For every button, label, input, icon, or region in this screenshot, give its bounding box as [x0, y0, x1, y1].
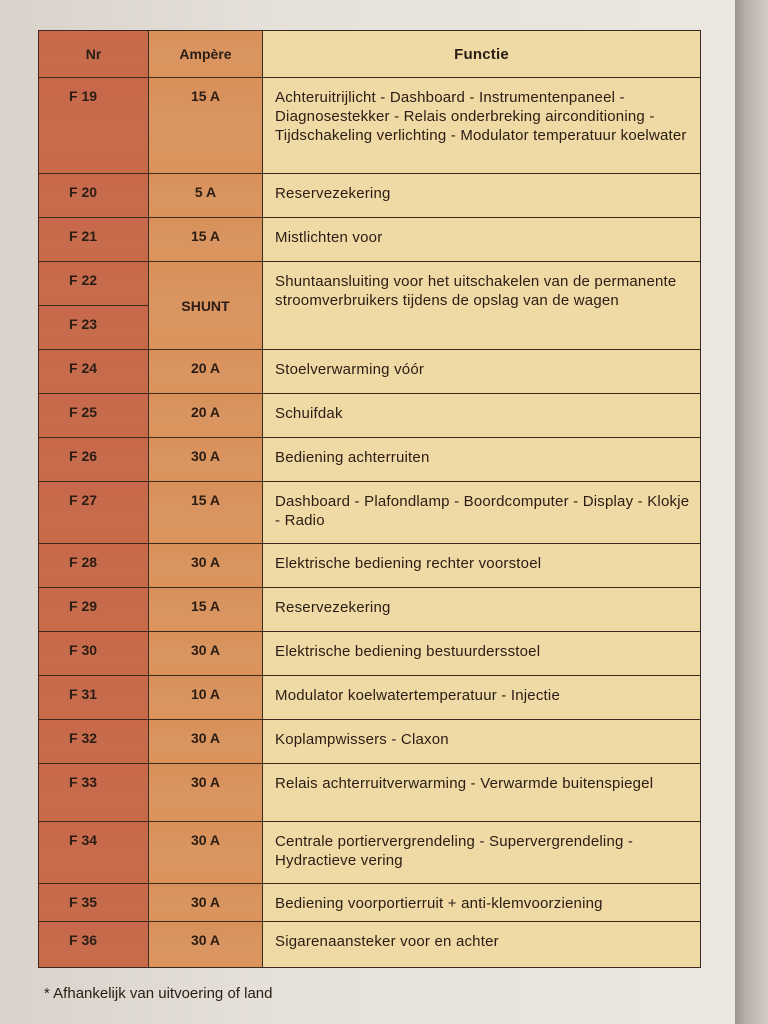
table-row	[39, 720, 701, 764]
cell-nr: F 26	[39, 438, 149, 482]
cell-ampere: 10 A	[149, 676, 263, 720]
table-row	[39, 544, 701, 588]
cell-ampere: 30 A	[149, 822, 263, 884]
cell-functie: Bediening voorportierruit + anti-klemvoorziening	[263, 884, 701, 922]
cell-nr: F 36	[39, 922, 149, 968]
cell-nr: F 24	[39, 350, 149, 394]
cell-ampere: 15 A	[149, 218, 263, 262]
cell-functie: Centrale portiervergrendeling - Supervergrendeling - Hydractieve vering	[263, 822, 701, 884]
header-ampere: Ampère	[149, 31, 263, 78]
table-row	[39, 632, 701, 676]
cell-ampere: 20 A	[149, 394, 263, 438]
cell-ampere: 15 A	[149, 482, 263, 544]
cell-functie: Bediening achterruiten	[263, 438, 701, 482]
cell-nr: F 19	[39, 78, 149, 174]
table-row	[39, 78, 701, 174]
cell-nr: F 23	[39, 306, 149, 350]
table-row	[39, 884, 701, 922]
table-row	[39, 764, 701, 822]
cell-functie: Relais achterruitverwarming - Verwarmde buitenspiegel	[263, 764, 701, 822]
footnote: * Afhankelijk van uitvoering of land	[44, 985, 273, 1002]
page-edge	[735, 0, 768, 1024]
cell-nr: F 22	[39, 262, 149, 306]
cell-functie: Modulator koelwatertemperatuur - Injectie	[263, 676, 701, 720]
cell-nr: F 33	[39, 764, 149, 822]
cell-ampere: 30 A	[149, 438, 263, 482]
cell-ampere: 30 A	[149, 922, 263, 968]
cell-functie: Koplampwissers - Claxon	[263, 720, 701, 764]
cell-ampere: 20 A	[149, 350, 263, 394]
cell-nr: F 34	[39, 822, 149, 884]
cell-nr: F 32	[39, 720, 149, 764]
header-nr: Nr	[39, 31, 149, 78]
cell-nr: F 25	[39, 394, 149, 438]
cell-functie: Schuifdak	[263, 394, 701, 438]
table-row	[39, 262, 701, 306]
cell-nr: F 30	[39, 632, 149, 676]
table-row	[39, 394, 701, 438]
table-row	[39, 174, 701, 218]
cell-ampere: 15 A	[149, 588, 263, 632]
cell-functie: Sigarenaansteker voor en achter	[263, 922, 701, 968]
header-functie: Functie	[263, 31, 701, 78]
cell-nr: F 35	[39, 884, 149, 922]
cell-ampere: 30 A	[149, 884, 263, 922]
cell-ampere: 30 A	[149, 544, 263, 588]
table-row	[39, 676, 701, 720]
cell-ampere-shunt: SHUNT	[149, 262, 263, 350]
cell-ampere: 30 A	[149, 720, 263, 764]
fuse-table	[38, 30, 701, 968]
table-row	[39, 922, 701, 968]
cell-functie: Reservezekering	[263, 174, 701, 218]
cell-functie: Reservezekering	[263, 588, 701, 632]
cell-nr: F 21	[39, 218, 149, 262]
cell-functie: Elektrische bediening rechter voorstoel	[263, 544, 701, 588]
cell-ampere: 30 A	[149, 764, 263, 822]
cell-nr: F 20	[39, 174, 149, 218]
cell-functie: Achteruitrijlicht - Dashboard - Instrumentenpaneel - Diagnosestekker - Relais onderbreking airconditioning - Tijdschakeling verlichting - Modulator temperatuur koelwater	[263, 78, 701, 174]
cell-ampere: 30 A	[149, 632, 263, 676]
cell-functie: Elektrische bediening bestuurdersstoel	[263, 632, 701, 676]
table-row	[39, 218, 701, 262]
cell-functie: Mistlichten voor	[263, 218, 701, 262]
cell-nr: F 31	[39, 676, 149, 720]
table-row	[39, 822, 701, 884]
fuse-table-wrapper	[38, 30, 700, 968]
cell-nr: F 29	[39, 588, 149, 632]
table-row	[39, 350, 701, 394]
cell-functie: Stoelverwarming vóór	[263, 350, 701, 394]
cell-ampere: 15 A	[149, 78, 263, 174]
cell-ampere: 5 A	[149, 174, 263, 218]
cell-nr: F 28	[39, 544, 149, 588]
table-row	[39, 438, 701, 482]
table-header-row	[39, 31, 701, 78]
cell-nr: F 27	[39, 482, 149, 544]
cell-functie: Shuntaansluiting voor het uitschakelen van de permanente stroomverbruikers tijdens de opslag van de wagen	[263, 262, 701, 350]
table-row	[39, 588, 701, 632]
table-row	[39, 482, 701, 544]
cell-functie: Dashboard - Plafondlamp - Boordcomputer - Display - Klokje - Radio	[263, 482, 701, 544]
